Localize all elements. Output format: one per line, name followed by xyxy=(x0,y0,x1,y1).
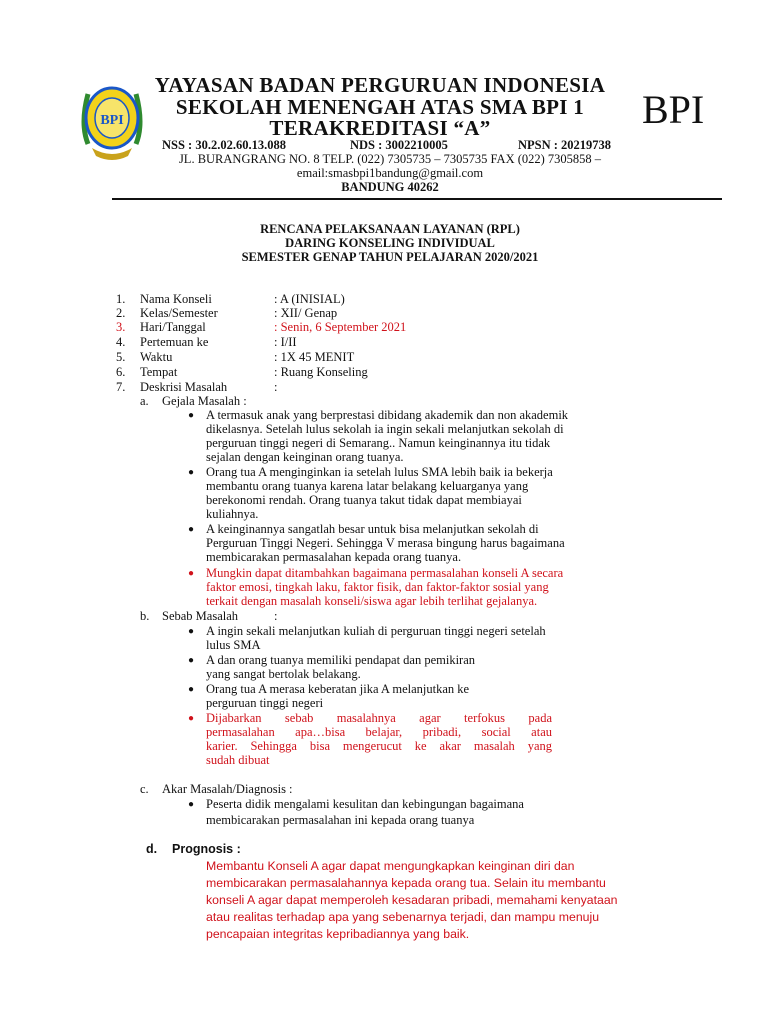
bullet-line: Orang tua A menginginkan ia setelah lulus SMA lebih baik ia bekerja xyxy=(206,465,553,479)
doc-semester: SEMESTER GENAP TAHUN PELAJARAN 2020/2021 xyxy=(241,250,539,264)
bullet-line: membicarakan permasalahan kepada orang tuanya. xyxy=(206,550,462,564)
bullet-line: Mungkin dapat ditambahkan bagaimana permasalahan konseli A secara xyxy=(206,566,564,580)
bullet-line: kuliahnya. xyxy=(206,507,259,521)
field-number: 3. xyxy=(116,320,126,334)
field-label: Hari/Tanggal xyxy=(140,320,206,334)
bullet-icon: ● xyxy=(188,524,195,535)
section-marker: a. xyxy=(140,394,149,408)
bullet-line: permasalahan apa…bisa belajar, pribadi, social atau xyxy=(206,725,552,739)
field-label: Kelas/Semester xyxy=(140,306,218,320)
section-heading: Prognosis : xyxy=(172,842,241,856)
field-number: 7. xyxy=(116,380,126,394)
section-marker: d. xyxy=(146,842,158,856)
bullet-line: A ingin sekali melanjutkan kuliah di perguruan tinggi negeri setelah xyxy=(206,624,546,638)
school-address: JL. BURANGRANG NO. 8 TELP. (022) 7305735 – 7305735 FAX (022) 7305858 – xyxy=(178,152,602,166)
prognosis-line: Membantu Konseli A agar dapat mengungkapkan keinginan diri dan xyxy=(206,859,575,873)
field-label: Deskrisi Masalah xyxy=(140,380,228,394)
bullet-line: A dan orang tuanya memiliki pendapat dan pemikiran xyxy=(206,653,476,667)
prognosis-line: membicarakan permasalahannya kepada orang tua. Selain itu membantu xyxy=(206,876,606,890)
bullet-icon: ● xyxy=(188,799,195,810)
doc-title: RENCANA PELAKSANAAN LAYANAN (RPL) xyxy=(260,222,520,236)
bullet-line: perguruan tinggi negeri di Semarang.. Namun keinginannya itu tidak xyxy=(206,436,551,450)
bpi-mark: BPI xyxy=(642,87,705,132)
section-heading: Gejala Masalah : xyxy=(162,394,247,408)
bullet-line: Peserta didik mengalami kesulitan dan kebingungan bagaimana xyxy=(206,797,524,811)
accreditation: TERAKREDITASI “A” xyxy=(269,116,491,140)
field-value: : Senin, 6 September 2021 xyxy=(274,320,407,334)
bullet-line: dikelasnya. Setelah lulus sekolah ia ingin sekali melanjutkan sekolah di xyxy=(206,422,564,436)
field-value: : A (INISIAL) xyxy=(274,292,345,306)
section-heading: Akar Masalah/Diagnosis : xyxy=(162,782,293,796)
bullet-line: A keinginannya sangatlah besar untuk bisa melanjutkan sekolah di xyxy=(206,522,539,536)
section-heading: Sebab Masalah xyxy=(162,609,239,623)
bullet-line: A termasuk anak yang berprestasi dibidang akademik dan non akademik xyxy=(206,408,569,422)
field-value: : XII/ Genap xyxy=(274,306,338,320)
field-label: Pertemuan ke xyxy=(140,335,209,349)
bullet-icon: ● xyxy=(188,467,195,478)
prognosis-line: konseli A agar dapat memperoleh kesadaran pribadi, memahami kenyataan xyxy=(206,893,618,907)
bullet-line: membantu orang tuanya karena latar belakang keluarganya yang xyxy=(206,479,529,493)
header-divider xyxy=(112,198,722,200)
logo-center-text: BPI xyxy=(100,113,124,128)
field-number: 1. xyxy=(116,292,126,306)
section-colon: : xyxy=(274,609,278,623)
field-value: : xyxy=(274,380,278,394)
bullet-icon: ● xyxy=(188,626,195,637)
bullet-icon: ● xyxy=(188,410,195,421)
field-label: Nama Konseli xyxy=(140,292,212,306)
bullet-line: sejalan dengan keinginan orang tuanya. xyxy=(206,450,404,464)
field-number: 6. xyxy=(116,365,126,379)
field-number: 4. xyxy=(116,335,126,349)
bullet-line: terkait dengan masalah konseli/siswa agar lebih terlihat gejalanya. xyxy=(206,594,538,608)
bullet-icon: ● xyxy=(188,655,195,666)
school-name: SEKOLAH MENENGAH ATAS SMA BPI 1 xyxy=(175,95,585,119)
bullet-line: sudah dibuat xyxy=(206,753,270,767)
prognosis-line: atau realitas terhadap apa yang sebenarnya terjadi, dan mampu menuju xyxy=(206,910,600,924)
bullet-line: perguruan tinggi negeri xyxy=(206,696,324,710)
field-value: : 1X 45 MENIT xyxy=(274,350,355,364)
bullet-line: berekonomi rendah. Orang tuanya takut tidak dapat membiayai xyxy=(206,493,522,507)
section-marker: b. xyxy=(140,609,150,623)
npsn-number: NPSN : 20219738 xyxy=(518,138,612,152)
prognosis-line: pencapaian integritas kepribadiannya yang baik. xyxy=(206,927,470,941)
nss-number: NSS : 30.2.02.60.13.088 xyxy=(162,138,286,152)
school-email: email:smasbpi1bandung@gmail.com xyxy=(296,166,484,180)
bullet-icon: ● xyxy=(188,684,195,695)
field-value: : I/II xyxy=(274,335,297,349)
bullet-line: membicarakan permasalahan ini kepada orang tuanya xyxy=(206,813,475,827)
bullet-line: yang sangat bertolak belakang. xyxy=(206,667,361,681)
bullet-icon: ● xyxy=(188,568,195,579)
school-logo xyxy=(78,74,146,162)
field-label: Tempat xyxy=(140,365,178,379)
foundation-name: YAYASAN BADAN PERGURUAN INDONESIA xyxy=(154,73,606,97)
doc-subtitle: DARING KONSELING INDIVIDUAL xyxy=(285,236,495,250)
bullet-line: lulus SMA xyxy=(206,638,261,652)
field-value: : Ruang Konseling xyxy=(274,365,368,379)
bullet-icon: ● xyxy=(188,713,195,724)
section-marker: c. xyxy=(140,782,149,796)
nds-number: NDS : 3002210005 xyxy=(350,138,448,152)
bullet-line: Dijabarkan sebab masalahnya agar terfokus pada xyxy=(206,711,552,725)
bullet-line: Orang tua A merasa keberatan jika A melanjutkan ke xyxy=(206,682,470,696)
school-city: BANDUNG 40262 xyxy=(341,180,439,194)
bullet-line: Perguruan Tinggi Negeri. Sehingga V merasa bingung harus bagaimana xyxy=(206,536,565,550)
bullet-line: faktor emosi, tingkah laku, faktor fisik, dan faktor-faktor sosial yang xyxy=(206,580,549,594)
field-number: 5. xyxy=(116,350,126,364)
bullet-line: karier. Sehingga bisa mengerucut ke akar masalah yang xyxy=(206,739,552,753)
field-label: Waktu xyxy=(140,350,173,364)
field-number: 2. xyxy=(116,306,126,320)
